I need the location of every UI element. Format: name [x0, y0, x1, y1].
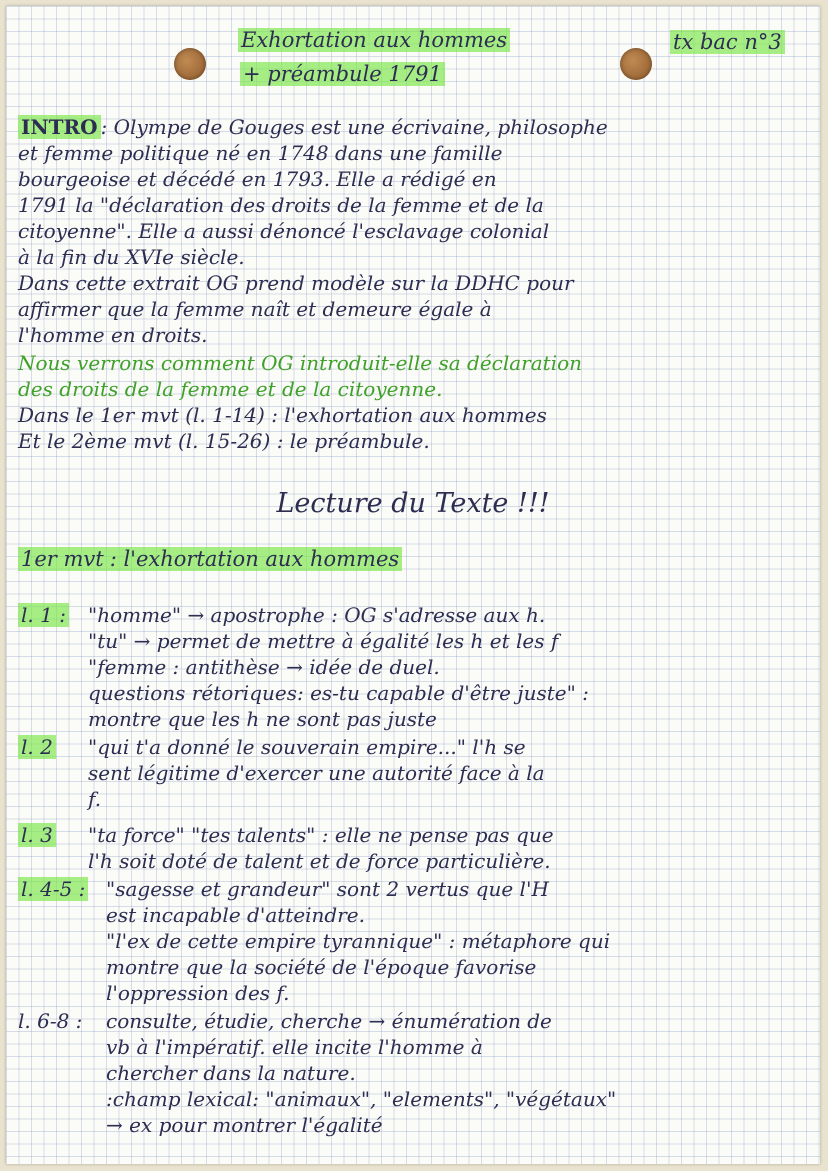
intro-line-5: citoyenne". Elle a aussi dénoncé l'esclavage colonial	[18, 219, 550, 243]
intro-line-1: INTRO : Olympe de Gouges est une écrivaine, philosophe	[18, 114, 608, 140]
note-l6-8-line-1: consulte, étudie, cherche → énumération de	[106, 1009, 552, 1033]
movement-label: 1er mvt	[18, 547, 107, 571]
plan-line-1: Dans le 1er mvt (l. 1-14) : l'exhortation aux hommes	[18, 403, 547, 427]
reading-title: Lecture du Texte !!!	[276, 488, 550, 519]
intro-line-2: et femme politique né en 1748 dans une famille	[18, 141, 503, 165]
plan-line-2: Et le 2ème mvt (l. 15-26) : le préambule.	[18, 429, 430, 453]
note-l3-line-1: "ta force" "tes talents" : elle ne pense pas que	[88, 823, 554, 847]
corner-label: tx bac n°3	[670, 30, 785, 54]
note-l3-line-2: l'h soit doté de talent et de force particulière.	[88, 849, 551, 873]
problematique-line-1: Nous verrons comment OG introduit-elle sa déclaration	[18, 351, 583, 375]
note-l4-5-line-3: "l'ex de cette empire tyrannique" : métaphore qui	[106, 929, 611, 953]
note-l6-8-line-3: chercher dans la nature.	[106, 1061, 356, 1085]
problematique-line-2: des droits de la femme et de la citoyenne.	[18, 377, 443, 401]
punch-hole-right	[620, 48, 652, 80]
note-l1-line-5: montre que les h ne sont pas juste	[88, 707, 437, 731]
intro-line-9: l'homme en droits.	[18, 323, 208, 347]
note-l4-5-line-5: l'oppression des f.	[106, 981, 290, 1005]
intro-label: INTRO	[18, 115, 101, 139]
page-title-line2: + préambule 1791	[240, 62, 445, 86]
note-ref-l4-5: l. 4-5 :	[18, 876, 88, 902]
note-l6-8-line-5: → ex pour montrer l'égalité	[106, 1113, 383, 1137]
note-l1-line-1: "homme" → apostrophe : OG s'adresse aux h.	[88, 603, 546, 627]
note-l4-5-line-4: montre que la société de l'époque favorise	[106, 955, 537, 979]
note-l2-line-1: "qui t'a donné le souverain empire..." l'h se	[88, 735, 526, 759]
movement-title: : l'exhortation aux hommes	[107, 547, 402, 571]
intro-line-4: 1791 la "déclaration des droits de la femme et de la	[18, 193, 544, 217]
note-l4-5-line-2: est incapable d'atteindre.	[106, 903, 365, 927]
page-title-line1: Exhortation aux hommes	[238, 28, 510, 52]
note-l1-line-3: "femme : antithèse → idée de duel.	[88, 655, 440, 679]
intro-line-6: à la fin du XVIe siècle.	[18, 245, 245, 269]
intro-line-3: bourgeoise et décédé en 1793. Elle a rédigé en	[18, 167, 497, 191]
punch-hole-left	[174, 48, 206, 80]
note-l2-line-3: f.	[88, 787, 102, 811]
note-ref-l2: l. 2	[18, 734, 56, 760]
intro-line-8: affirmer que la femme naît et demeure égale à	[18, 297, 492, 321]
note-ref-l3: l. 3	[18, 822, 56, 848]
notebook-page	[6, 6, 820, 1164]
note-l1-line-2: "tu" → permet de mettre à égalité les h et les f	[88, 629, 559, 653]
movement-heading	[18, 546, 402, 572]
note-l4-5-line-1: "sagesse et grandeur" sont 2 vertus que l'H	[106, 877, 549, 901]
note-l2-line-2: sent légitime d'exercer une autorité face à la	[88, 761, 545, 785]
intro-line-7: Dans cette extrait OG prend modèle sur la DDHC pour	[18, 271, 574, 295]
note-ref-l6-8: l. 6-8 :	[18, 1009, 83, 1033]
note-l6-8-line-4: :champ lexical: "animaux", "elements", "végétaux"	[106, 1087, 617, 1111]
note-ref-l1: l. 1 :	[18, 602, 69, 628]
note-l6-8-line-2: vb à l'impératif. elle incite l'homme à	[106, 1035, 483, 1059]
note-l1-line-4: questions rétoriques: es-tu capable d'être juste" :	[88, 681, 589, 705]
